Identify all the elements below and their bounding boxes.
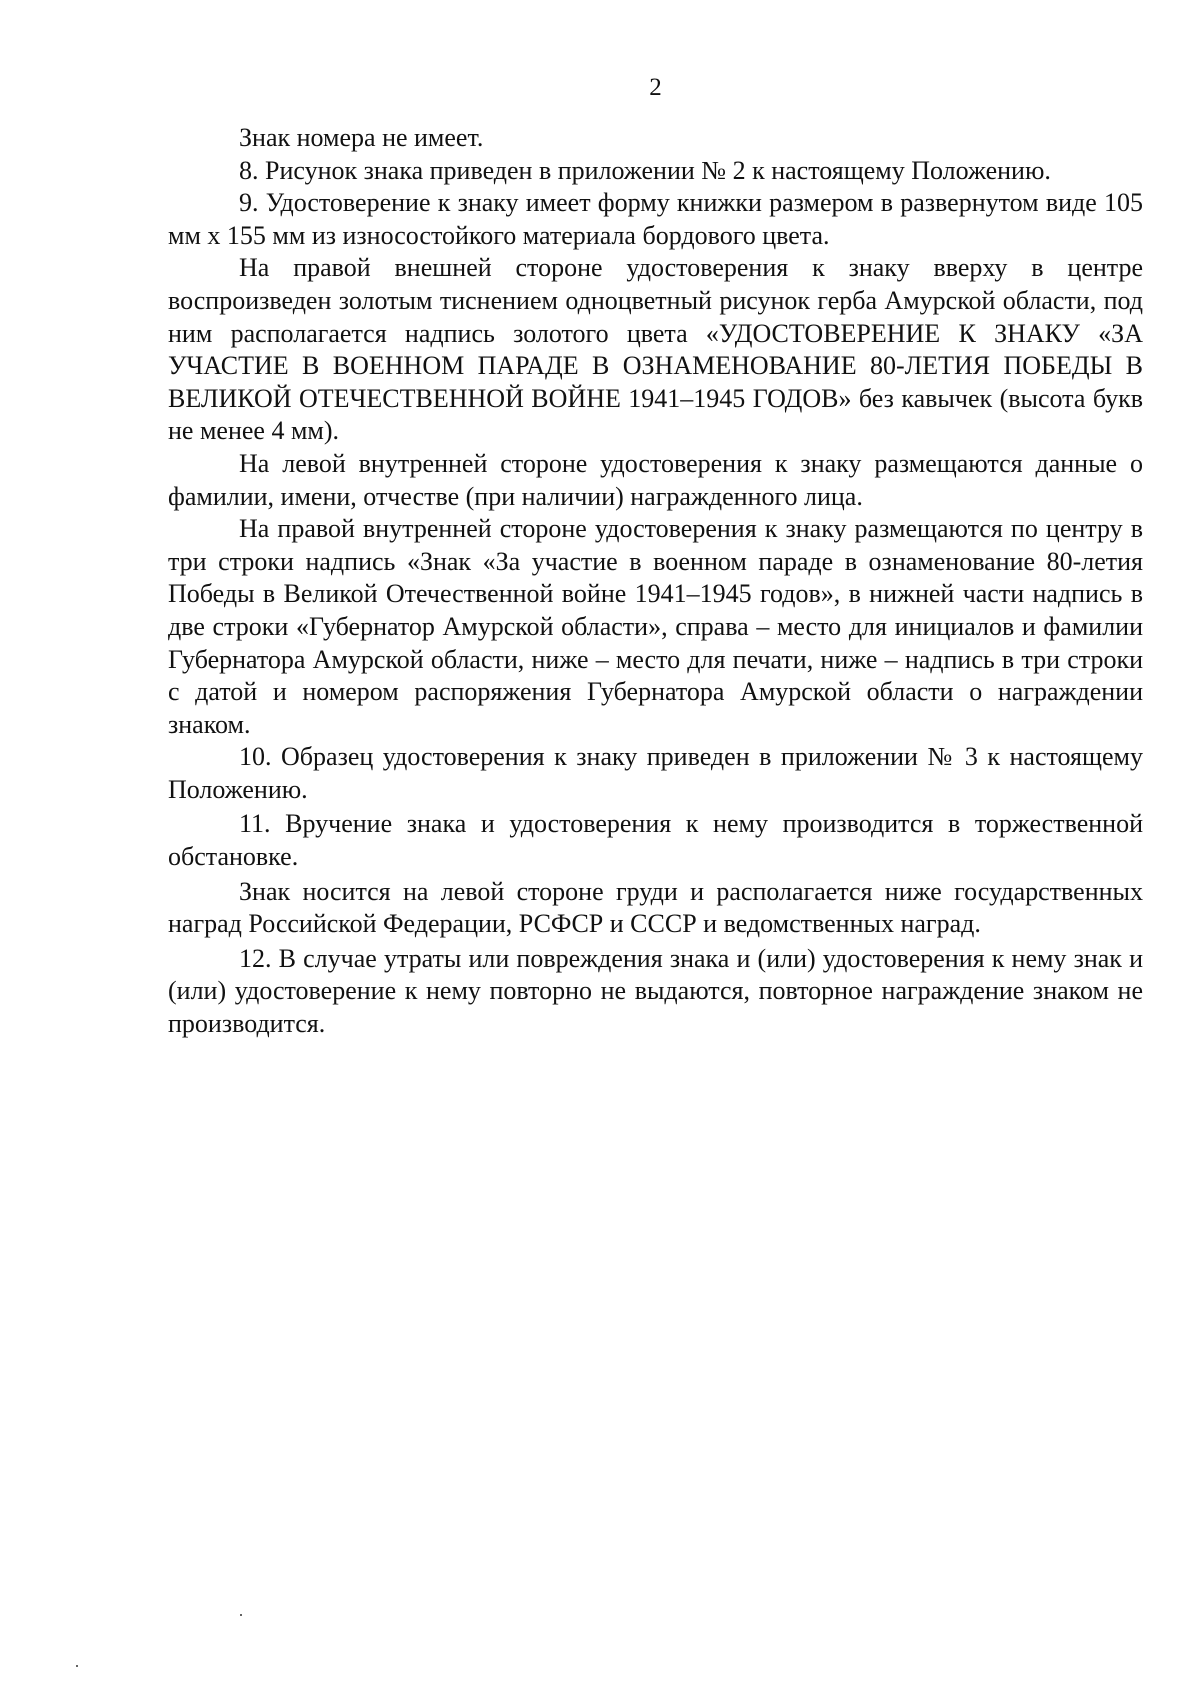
paragraph-certificate-left-inner-side: На левой внутренней стороне удостоверения к знаку размещаются данные о фамилии, имени, отчестве (при наличии) награжденного лица.: [168, 448, 1143, 511]
paragraph-11-presentation: 11. Вручение знака и удостоверения к нему производится в торжественной обстановке.: [168, 809, 1143, 872]
paragraph-certificate-right-inner-side: На правой внутренней стороне удостоверения к знаку размещаются по центру в три строки надпись «Знак «За участие в военном параде в ознаменование 80-летия Победы в Великой Отечественной войне 1941–1945 годов», в нижней части надпись в две строки «Губернатор Амурской области», справа – место для инициалов и фамилии Губернатора Амурской области, ниже – место для печати, ниже – надпись в три строки с датой и номером распоряжения Губернатора Амурской области о награждении знаком.: [168, 514, 1143, 739]
page-number: 2: [649, 74, 662, 101]
paragraph-certificate-outer-side: На правой внешней стороне удостоверения к знаку вверху в центре воспроизведен золотым тиснением одноцветный рисунок герба Амурской области, под ним располагается надпись золотого цвета «УДОСТОВЕРЕНИЕ К ЗНАКУ «ЗА УЧАСТИЕ В ВОЕННОМ ПАРАДЕ В ОЗНАМЕНОВАНИЕ 80-ЛЕТИЯ ПОБЕДЫ В ВЕЛИКОЙ ОТЕЧЕСТВЕННОЙ ВОЙНЕ 1941–1945 ГОДОВ» без кавычек (высота букв не менее 4 мм).: [168, 253, 1143, 446]
paragraph-badge-number: Знак номера не имеет.: [239, 123, 484, 152]
paragraph-10-certificate-sample: 10. Образец удостоверения к знаку приведен в приложении № 3 к настоящему Положению.: [168, 742, 1143, 804]
paragraph-12-loss-or-damage: 12. В случае утраты или повреждения знака и (или) удостоверения к нему знак и (или) удостоверение к нему повторно не выдаются, повторное награждение знаком не производится.: [168, 943, 1143, 1039]
scan-speck: [76, 1665, 78, 1667]
document-body: [168, 122, 1143, 1041]
paragraph-9-certificate-form: 9. Удостоверение к знаку имеет форму книжки размером в развернутом виде 105 мм х 155 мм из износостойкого материала бордового цвета.: [168, 188, 1143, 250]
paragraph-badge-wearing: Знак носится на левой стороне груди и располагается ниже государственных наград Российской Федерации, РСФСР и СССР и ведомственных наград.: [168, 876, 1143, 939]
scan-speck: [240, 1614, 242, 1616]
paragraph-8-badge-drawing: 8. Рисунок знака приведен в приложении № 2 к настоящему Положению.: [239, 155, 1051, 185]
